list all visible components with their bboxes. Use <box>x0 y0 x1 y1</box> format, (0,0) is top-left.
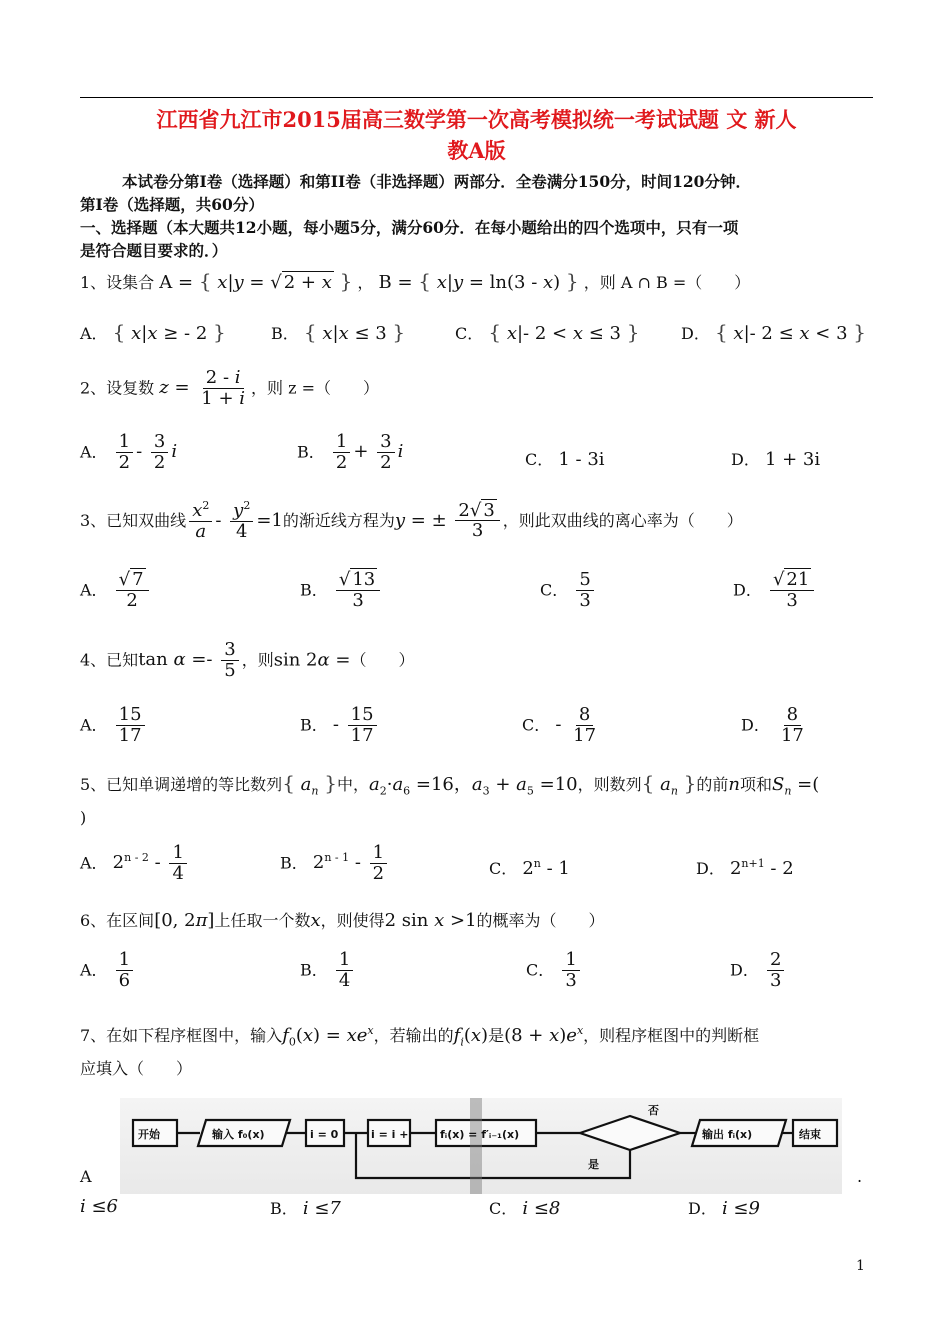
header-rule <box>80 97 873 98</box>
q5-option-b: B． 2$^{n - 1}$ - $\frac{1}{2}$ <box>280 843 390 884</box>
document-title <box>80 104 873 166</box>
question-7-line-2: 应填入（ ） <box>80 1059 193 1078</box>
question-6: 6、在区间[0, 2π]上任取一个数x，则使得2 sin x >1的概率为（ ） <box>80 910 605 931</box>
question-3: 3、已知双曲线 $\frac{x^2}{a}$ - $\frac{y^2}{4}$ =1的渐近线方程为y = ± $\frac{2√ 3}{3}$ ，则此双曲线的离心率为（ ） <box>80 499 743 542</box>
flow-increment-label: i = i + <box>371 1128 409 1141</box>
question-4: 4、已知tan α =- $\frac{3}{5}$ ，则sin 2α =（ ） <box>80 639 415 681</box>
flow-no-label: 否 <box>648 1104 659 1117</box>
q1-option-b: B． { x|x ≤ 3 } <box>271 320 406 344</box>
flow-output-label: 输出 fᵢ(x) <box>702 1128 753 1141</box>
flow-yes-label: 是 <box>588 1158 599 1171</box>
question-7-line-1: 7、在如下程序框图中，输入$f_0(x) = xe^x$，若输出的$f_i(x)$是$(8 + x)e^x$，则程序框图中的判断框 <box>80 1024 760 1049</box>
q7-option-b: B． i ≤7 <box>270 1198 341 1219</box>
intro-text: 本试卷分第I卷（选择题）和第II卷（非选择题）两部分．全卷满分150分，时间120分钟． <box>122 172 751 191</box>
question-5: 5、已知单调递增的等比数列{ $a_n$ }中，$a_2\cdot a_6 =16$，$a_3 + a_5 =10$，则数列{ $a_n$ }的前n项和$S_n$ =( <box>80 771 820 798</box>
q3-option-a: A． $\frac{√ 7}{2}$ <box>80 570 152 611</box>
q6-option-a: A． $\frac{1}{6}$ <box>80 950 136 991</box>
q7-trailing-dot: . <box>857 1167 863 1186</box>
flow-input-label: 输入 f₀(x) <box>212 1128 265 1141</box>
q4-option-a: A． $\frac{15}{17}$ <box>80 705 148 746</box>
q6-option-d: D． $\frac{2}{3}$ <box>730 950 787 991</box>
q3-option-b: B． $\frac{√ 13}{3}$ <box>300 570 383 611</box>
question-2: 2、设复数 z = $\frac{2 - i}{1 + i}$ ，则 z =（ ） <box>80 367 380 409</box>
q4-option-c: C． - $\frac{8}{17}$ <box>522 704 597 746</box>
q7-option-d: D． i ≤9 <box>688 1198 760 1219</box>
q1-option-d: D． { x|- 2 ≤ x < 3 } <box>681 320 867 344</box>
q4-option-d: D． $\frac{8}{17}$ <box>741 704 804 746</box>
q2-option-c: C． 1 - 3i <box>525 449 605 470</box>
q7-option-a-label: A <box>80 1167 92 1186</box>
q5-option-a: A． 2$^{n - 2}$ - $\frac{1}{4}$ <box>80 843 190 884</box>
q1-option-c: C． { x|- 2 < x ≤ 3 } <box>455 320 640 344</box>
q6-option-c: C． $\frac{1}{3}$ <box>526 950 583 991</box>
flow-end-label: 结束 <box>799 1128 821 1141</box>
flow-start-label: 开始 <box>138 1128 160 1141</box>
flow-decision-diamond <box>580 1116 680 1150</box>
title-line-2: 教A版 <box>447 138 506 163</box>
q1-option-a: A． { x|x ≥ - 2 } <box>80 320 226 344</box>
q6-option-b: B． $\frac{1}{4}$ <box>300 950 356 991</box>
q7-option-c: C． i ≤8 <box>489 1198 561 1219</box>
flow-assign-label: fᵢ(x) = f′ᵢ₋₁(x) <box>440 1128 520 1141</box>
part-one-heading: 第I卷（选择题，共60分） <box>80 195 264 214</box>
question-1: 1、设集合 A = { x|y = √ 2 + x } ， B = { x|y = ln(3 - x) } ，则 A ∩ B =（ ） <box>80 269 751 293</box>
title-line-1: 江西省九江市2015届高三数学第一次高考模拟统一考试试题 文 新人 <box>156 107 797 132</box>
q3-option-c: C． $\frac{5}{3}$ <box>540 570 597 611</box>
q2-option-b: B． $\frac{1}{2}$ + $\frac{3}{2}$ i <box>297 431 404 473</box>
q2-option-a: A． $\frac{1}{2}$ - $\frac{3}{2}$ i <box>80 431 178 473</box>
q2-option-d: D． 1 + 3i <box>731 449 821 470</box>
q5-paren: ) <box>80 808 87 827</box>
q4-option-b: B． - $\frac{15}{17}$ <box>300 705 380 746</box>
q7-option-a: i ≤6 <box>80 1196 119 1217</box>
q5-option-c: C． 2$^n$ - 1 <box>489 857 570 879</box>
section-heading-1: 一、选择题（本大题共12小题，每小题5分，满分60分．在每小题给出的四个选项中，只有一项 <box>80 218 739 237</box>
q3-option-d: D． $\frac{√ 21}{3}$ <box>733 570 817 611</box>
q5-option-d: D． $2^{n+1} - 2$ <box>696 857 794 879</box>
program-flowchart <box>120 1098 842 1194</box>
section-heading-2: 是符合题目要求的．） <box>80 241 228 260</box>
flow-init-label: i = 0 <box>310 1128 339 1141</box>
page-number: 1 <box>856 1258 865 1274</box>
